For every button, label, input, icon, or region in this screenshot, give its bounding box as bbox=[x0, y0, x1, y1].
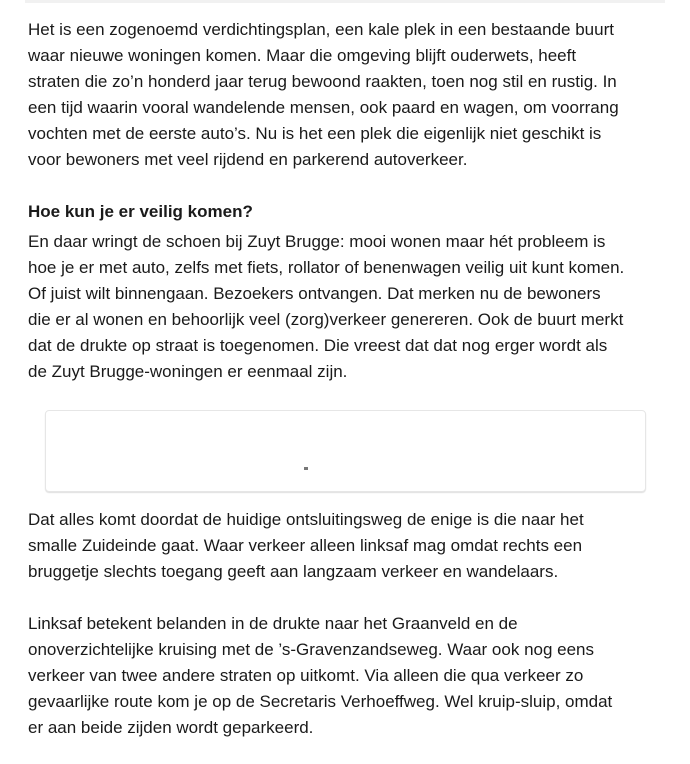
top-divider bbox=[25, 0, 665, 3]
text-line: gevaarlijke route kom je op de Secretaris Verhoeffweg. Wel kruip-sluip, omdat bbox=[28, 692, 613, 711]
text-line: smalle Zuideinde gaat. Waar verkeer alleen linksaf mag omdat rechts een bbox=[28, 536, 583, 555]
text-line: dat de drukte op straat is toegenomen. Die vreest dat dat nog erger wordt als bbox=[28, 336, 608, 355]
section-heading bbox=[28, 199, 678, 225]
text-line: voor bewoners met veel rijdend en parkerend autoverkeer. bbox=[28, 150, 468, 169]
paragraph-intro bbox=[28, 17, 678, 173]
text-line: bruggetje slechts toegang geeft aan langzaam verkeer en wandelaars. bbox=[28, 562, 559, 581]
text-line: Het is een zogenoemd verdichtingsplan, een kale plek in een bestaande buurt bbox=[28, 20, 614, 39]
paragraph-access-road bbox=[28, 507, 678, 585]
text-line: verkeer van twee andere straten op uitkomt. Via alleen die qua verkeer zo bbox=[28, 666, 584, 685]
text-line: En daar wringt de schoen bij Zuyt Brugge: mooi wonen maar hét probleem is bbox=[28, 232, 606, 251]
text-line: Linksaf betekent belanden in de drukte naar het Graanveld en de bbox=[28, 614, 518, 633]
text-line: er aan beide zijden wordt geparkeerd. bbox=[28, 718, 314, 737]
text-line: de Zuyt Brugge-woningen er eenmaal zijn. bbox=[28, 362, 348, 381]
text-line: waar nieuwe woningen komen. Maar die omgeving blijft ouderwets, heeft bbox=[28, 46, 577, 65]
text-line: die er al wonen en behoorlijk veel (zorg)verkeer genereren. Ook de buurt merkt bbox=[28, 310, 624, 329]
paragraph-problem bbox=[28, 229, 678, 385]
text-line: straten die zo’n honderd jaar terug bewoond raakten, toen nog stil en rustig. In bbox=[28, 72, 617, 91]
text-line: vochten met de eerste auto’s. Nu is het een plek die eigenlijk niet geschikt is bbox=[28, 124, 602, 143]
text-line: een tijd waarin vooral wandelende mensen, ook paard en wagen, om voorrang bbox=[28, 98, 619, 117]
text-line: Of juist wilt binnengaan. Bezoekers ontvangen. Dat merken nu de bewoners bbox=[28, 284, 601, 303]
paragraph-left-turn bbox=[28, 611, 678, 741]
loading-icon bbox=[304, 467, 308, 470]
text-line: Dat alles komt doordat de huidige ontsluitingsweg de enige is die naar het bbox=[28, 510, 584, 529]
heading-text: Hoe kun je er veilig komen? bbox=[28, 202, 253, 221]
text-line: onoverzichtelijke kruising met de ’s-Gravenzandseweg. Waar ook nog eens bbox=[28, 640, 595, 659]
text-line: hoe je er met auto, zelfs met fiets, rollator of benenwagen veilig uit kunt komen. bbox=[28, 258, 625, 277]
embedded-content[interactable] bbox=[45, 410, 646, 492]
